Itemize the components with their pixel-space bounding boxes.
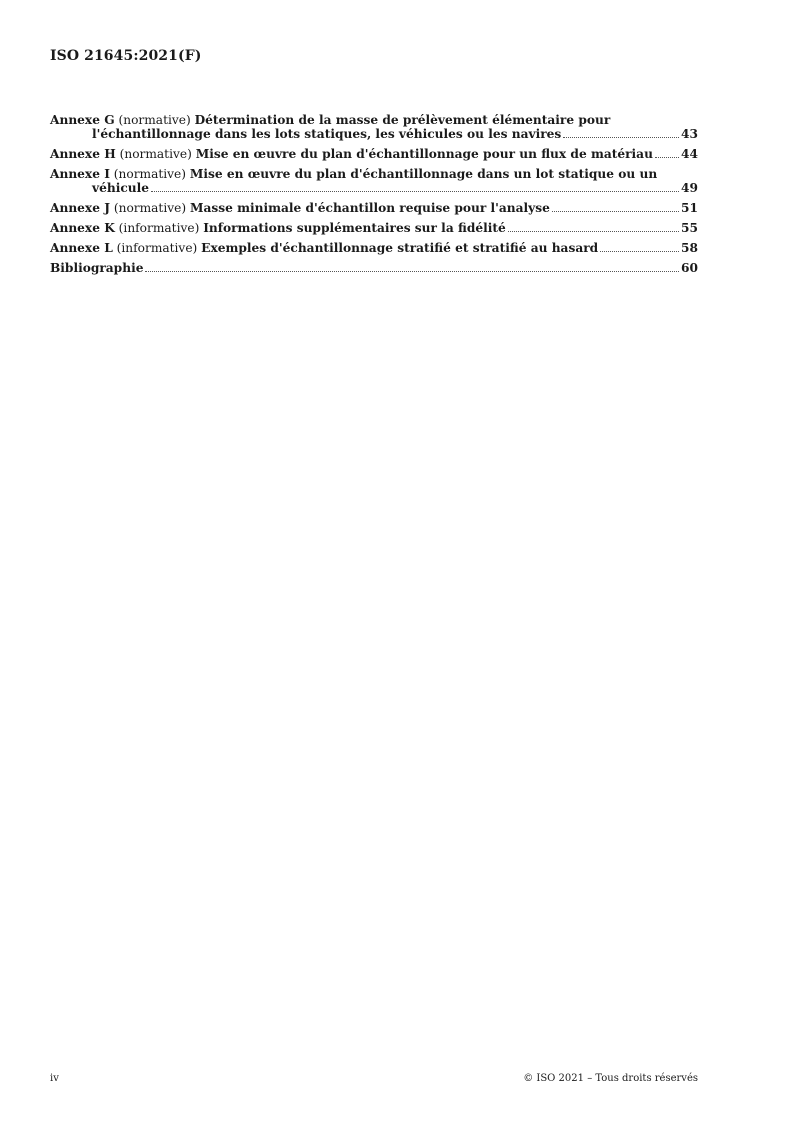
annex-label: Annexe I <box>50 167 110 181</box>
dot-leader <box>508 231 679 232</box>
bibliography-title: Bibliographie <box>50 261 144 275</box>
annex-type: (informative) <box>118 221 200 235</box>
page-number: 58 <box>681 241 698 255</box>
toc-entry-annex-h[interactable] <box>50 147 698 161</box>
annex-title: Mise en œuvre du plan d'échantillonnage dans un lot statique ou un <box>189 167 658 181</box>
annex-type: (informative) <box>116 241 198 255</box>
page-footer <box>50 1073 698 1084</box>
annex-label: Annexe K <box>50 221 115 235</box>
toc-entry-annex-g[interactable] <box>50 113 698 141</box>
annex-label: Annexe G <box>50 113 115 127</box>
toc-entry-bibliography[interactable] <box>50 261 698 275</box>
annex-label: Annexe J <box>50 201 110 215</box>
dot-leader <box>552 211 679 212</box>
annex-type: (normative) <box>113 201 187 215</box>
annex-title: Exemples d'échantillonnage stratifié et stratifié au hasard <box>201 241 599 255</box>
annex-label: Annexe L <box>50 241 113 255</box>
toc-entry-annex-l[interactable] <box>50 241 698 255</box>
annex-type: (normative) <box>119 147 192 161</box>
annex-title: Informations supplémentaires sur la fidélité <box>203 221 506 235</box>
annex-label: Annexe H <box>50 147 116 161</box>
annex-title: Mise en œuvre du plan d'échantillonnage pour un flux de matériau <box>195 147 653 161</box>
annex-type: (normative) <box>118 113 191 127</box>
page-number: 43 <box>681 127 698 141</box>
page-number: 51 <box>681 201 698 215</box>
footer-page-number: iv <box>50 1073 59 1084</box>
toc-entry-annex-i[interactable] <box>50 167 698 195</box>
annex-title-continued: véhicule <box>92 181 149 195</box>
annex-type: (normative) <box>113 167 187 181</box>
dot-leader <box>600 251 679 252</box>
dot-leader <box>145 271 679 272</box>
annex-title: Détermination de la masse de prélèvement élémentaire pour <box>194 113 611 127</box>
dot-leader <box>151 191 679 192</box>
table-of-contents <box>50 113 698 281</box>
annex-title-continued: l'échantillonnage dans les lots statiques, les véhicules ou les navires <box>92 127 562 141</box>
dot-leader <box>563 137 679 138</box>
annex-title: Masse minimale d'échantillon requise pour l'analyse <box>189 201 550 215</box>
page-number: 55 <box>681 221 698 235</box>
dot-leader <box>655 157 679 158</box>
page-number: 60 <box>681 261 698 275</box>
page-number: 44 <box>681 147 698 161</box>
footer-copyright: © ISO 2021 – Tous droits réservés <box>523 1073 698 1084</box>
page-number: 49 <box>681 181 698 195</box>
toc-entry-annex-j[interactable] <box>50 201 698 215</box>
toc-entry-annex-k[interactable] <box>50 221 698 235</box>
document-id: ISO 21645:2021(F) <box>50 48 202 64</box>
